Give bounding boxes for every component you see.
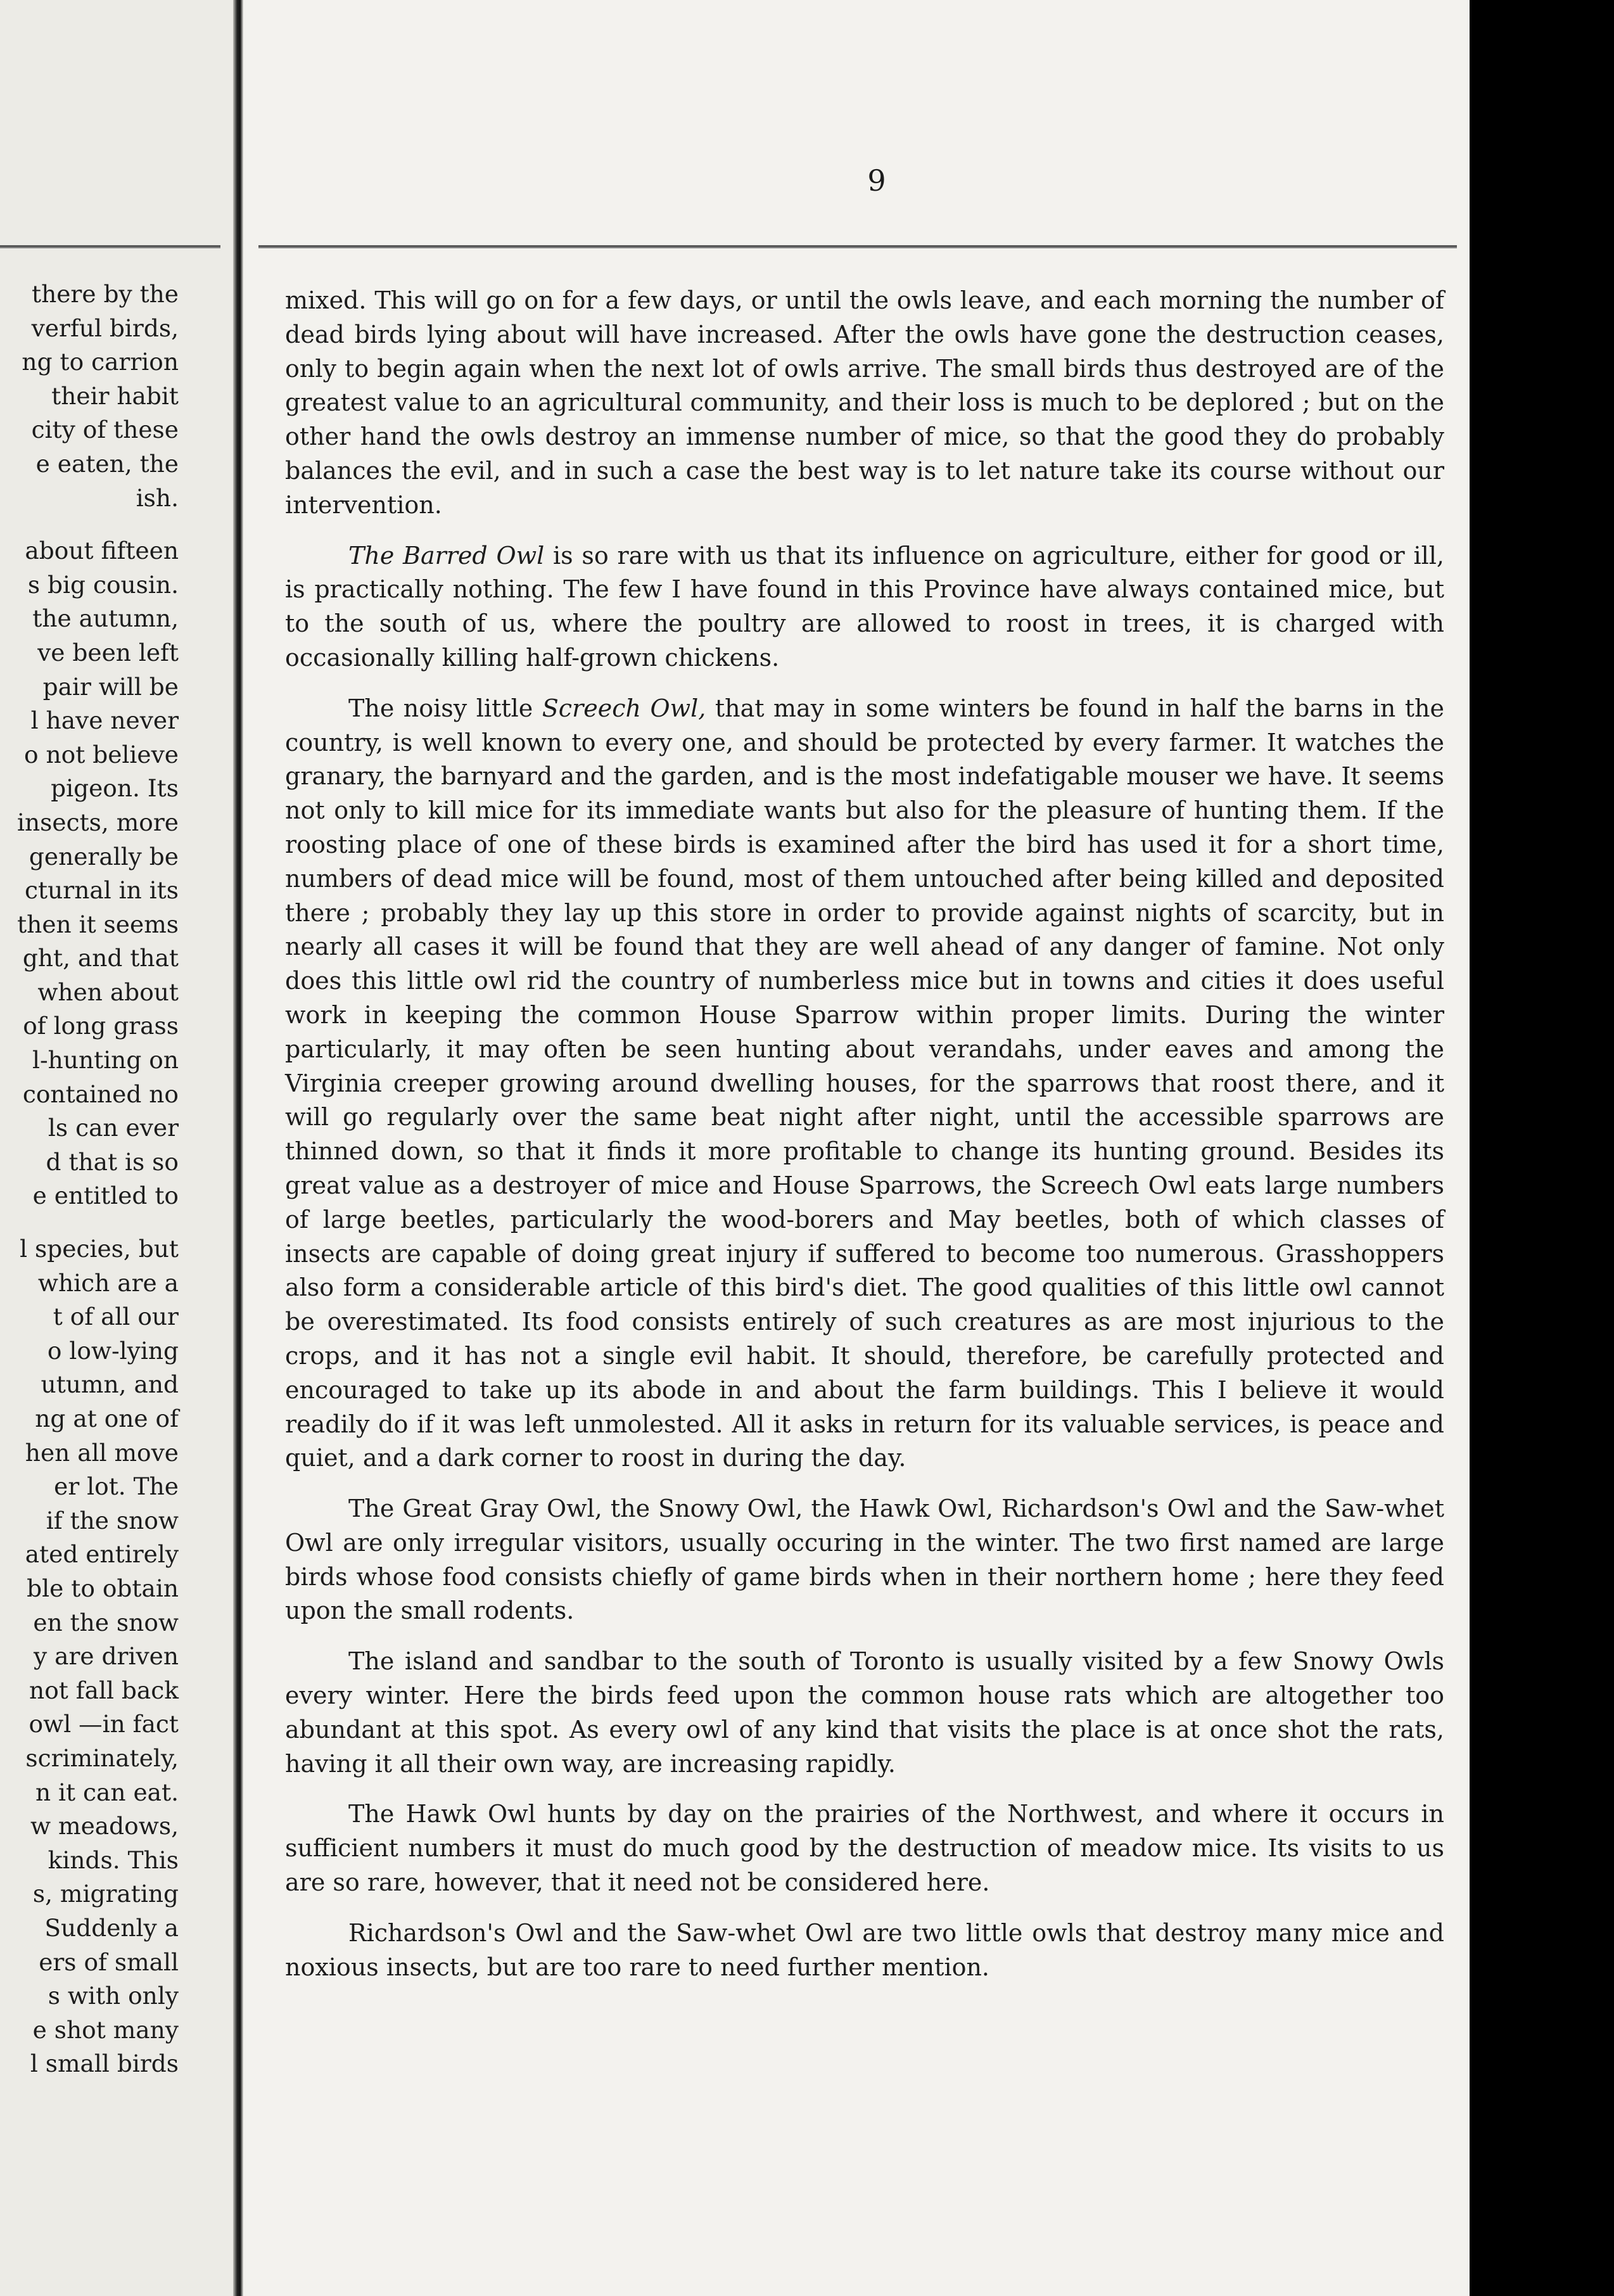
page-number: 9 bbox=[867, 163, 886, 198]
left-column-line: generally be bbox=[29, 842, 179, 871]
left-column-text bbox=[0, 277, 179, 2081]
paragraph-text: Richardson's Owl and the Saw-whet Owl are two little owls that destroy many mice and noxious insects, but are too rare to need further mention. bbox=[285, 1918, 1444, 1981]
left-column-line: l-hunting on bbox=[32, 1046, 179, 1075]
left-column-line: e shot many bbox=[32, 2015, 179, 2044]
left-column-line: when about bbox=[37, 978, 179, 1006]
left-column-line: if the snow bbox=[46, 1506, 179, 1534]
paragraph-text: is so rare with us that its influence on agriculture, either for good or ill, is practically nothing. The few I have found in this Province have always contained mice, but to the south of us, where the poultry are allowed to roost in trees, it is charged with occasionally killing half-grown chickens. bbox=[285, 541, 1444, 672]
left-column-line: e eaten, the bbox=[35, 449, 179, 478]
left-column-line: en the snow bbox=[33, 1608, 179, 1636]
left-column-line: contained no bbox=[22, 1080, 179, 1108]
left-column-line: l have never bbox=[30, 706, 179, 735]
left-column-line: utumn, and bbox=[41, 1370, 179, 1399]
left-column-line: y are driven bbox=[34, 1642, 179, 1671]
left-column-line: city of these bbox=[31, 416, 179, 444]
italic-species-name: Screech Owl, bbox=[542, 694, 706, 722]
left-column-line: ated entirely bbox=[25, 1540, 179, 1569]
italic-species-name: The Barred Owl bbox=[348, 541, 545, 570]
left-column-line: t of all our bbox=[53, 1303, 179, 1331]
left-column-line: which are a bbox=[37, 1268, 179, 1297]
left-column-line: of long grass bbox=[23, 1012, 179, 1040]
paragraph bbox=[285, 1917, 1444, 1985]
left-page-fragment bbox=[0, 0, 233, 2296]
paragraph bbox=[285, 284, 1444, 523]
left-column-line: w meadows, bbox=[30, 1812, 179, 1840]
left-column-line: d that is so bbox=[46, 1147, 179, 1176]
left-column-line: scriminately, bbox=[25, 1744, 179, 1772]
left-column-line: owl —in fact bbox=[29, 1710, 179, 1738]
left-column-line: s big cousin. bbox=[27, 570, 179, 599]
paragraph-text: The island and sandbar to the south of Toronto is usually visited by a few Snowy Owls every winter. Here the birds feed upon the common house rats which are altogether too abundant at this spot. As every owl of any kind that visits the place is at once shot the rats, having it all their own way, are increasing rapidly. bbox=[285, 1647, 1444, 1778]
left-column-line: pair will be bbox=[42, 672, 179, 701]
left-column-gap bbox=[0, 515, 179, 534]
left-column-line: cturnal in its bbox=[25, 876, 179, 905]
left-column-line: then it seems bbox=[17, 910, 179, 938]
left-column-line: o low-lying bbox=[47, 1336, 179, 1365]
paragraph-text: The noisy little bbox=[348, 694, 542, 722]
left-column-line: s with only bbox=[48, 1982, 179, 2010]
left-column-line: insects, more bbox=[17, 808, 179, 836]
header-rule-left bbox=[0, 245, 220, 248]
left-column-line: about fifteen bbox=[25, 537, 179, 565]
paragraph bbox=[285, 692, 1444, 1476]
left-column-line: the autumn, bbox=[32, 604, 179, 633]
left-column-line: hen all move bbox=[25, 1438, 179, 1467]
paragraph bbox=[285, 539, 1444, 675]
paragraph-text: The Great Gray Owl, the Snowy Owl, the Hawk Owl, Richardson's Owl and the Saw-whet Owl are only irregular visitors, usually occuring in the winter. The two first named are large birds whose food consists chiefly of game birds when in their northern home ; here they feed upon the small rodents. bbox=[285, 1495, 1444, 1625]
left-column-line: s, migrating bbox=[32, 1880, 179, 1908]
left-column-line: ls can ever bbox=[48, 1114, 179, 1142]
paragraph-text: The Hawk Owl hunts by day on the prairies of the Northwest, and where it occurs in sufficient numbers it must do much good by the destruction of meadow mice. Its visits to us are so rare, however, that it need not be considered here. bbox=[285, 1800, 1444, 1897]
left-column-line: ers of small bbox=[39, 1948, 179, 1976]
left-column-line: verful birds, bbox=[31, 314, 179, 342]
left-column-line: kinds. This bbox=[48, 1846, 179, 1874]
right-page bbox=[243, 0, 1614, 2296]
paragraph bbox=[285, 1492, 1444, 1628]
left-column-line: ng at one of bbox=[35, 1405, 179, 1432]
left-column-gap bbox=[0, 1213, 179, 1232]
left-column-line: ght, and that bbox=[22, 944, 179, 973]
left-column-line: not fall back bbox=[29, 1676, 179, 1704]
left-column-line: er lot. The bbox=[54, 1472, 179, 1501]
paragraph bbox=[285, 1645, 1444, 1781]
paragraph bbox=[285, 1797, 1444, 1899]
paragraph-text: mixed. This will go on for a few days, or until the owls leave, and each morning the number of dead birds lying about will have increased. After the owls have gone the destruction ceases, only to begin again when the next lot of owls arrive. The small birds thus destroyed are of the greatest value to an agricultural community, and their loss is much to be deplored ; but on the other hand the owls destroy an immense number of mice, so that the good they do probably balances the evil, and in such a case the best way is to let nature take its course without our intervention. bbox=[285, 286, 1444, 519]
left-column-line: l species, but bbox=[20, 1235, 179, 1263]
left-column-line: l small birds bbox=[30, 2050, 179, 2078]
paragraph-text: that may in some winters be found in half the barns in the country, is well known to every one, and should be protected by every farmer. It watches the granary, the barnyard and the garden, and is the most indefatigable mouser we have. It seems not only to kill mice for its immediate wants but also for the pleasure of hunting them. If the roosting place of one of these birds is examined after the bird has used it for a short time, numbers of dead mice will be found, most of them untouched after being killed and deposited there ; probably they lay up this store in order to provide against nights of scarcity, but in nearly all cases it will be found that they are well ahead of any danger of famine. Not only does this little owl rid the country of numberless mice but in towns and cities it does useful work in keeping the common House Sparrow within proper limits. During the winter particularly, it may often be seen hunting about verandahs, under eaves and among the Virginia creeper growing around dwelling houses, for the sparrows that roost there, and it will go regularly over the same beat night after night, until the accessible sparrows are thinned down, so that it finds it more profitable to change its hunting ground. Besides its great value as a destroyer of mice and House Sparrows, the Screech Owl eats large numbers of large beetles, particularly the wood-borers and May beetles, both of which classes of insects are capable of doing great injury if suffered to become too numerous. Grasshoppers also form a considerable article of this bird's diet. The good qualities of this little owl cannot be overestimated. Its food consists entirely of such creatures as are most injurious to the crops, and it has not a single evil habit. It should, therefore, be carefully protected and encouraged to take up its abode in and about the farm buildings. This I believe it would readily do if it was left unmolested. All it asks in return for its valuable services, is peace and quiet, and a dark corner to roost in during the day. bbox=[285, 694, 1444, 1472]
left-column-line: ve been left bbox=[37, 638, 179, 666]
book-gutter bbox=[233, 0, 243, 2296]
left-column-line: ish. bbox=[136, 483, 179, 512]
left-column-line: n it can eat. bbox=[35, 1778, 179, 1806]
left-column-line: Suddenly a bbox=[44, 1913, 179, 1942]
left-column-line: o not believe bbox=[24, 740, 179, 769]
left-column-line: their habit bbox=[51, 381, 179, 410]
left-column-line: e entitled to bbox=[32, 1182, 179, 1210]
left-column-line: pigeon. Its bbox=[51, 774, 179, 803]
left-column-line: there by the bbox=[32, 280, 179, 308]
header-rule-right bbox=[258, 245, 1457, 248]
scan-background-edge bbox=[1470, 0, 1614, 2296]
left-column-line: ng to carrion bbox=[22, 348, 179, 376]
body-text bbox=[285, 284, 1444, 2001]
left-column-line: ble to obtain bbox=[27, 1574, 179, 1602]
